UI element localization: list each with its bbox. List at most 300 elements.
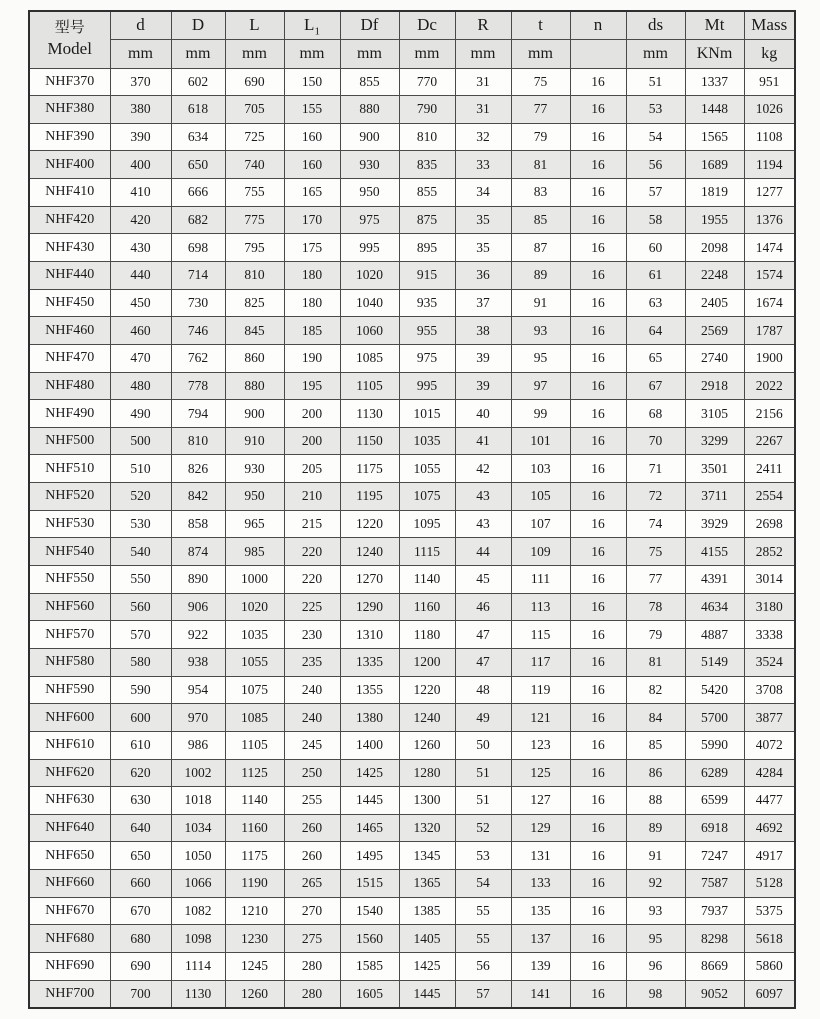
- data-cell: 1114: [171, 953, 225, 981]
- data-cell: 755: [225, 179, 284, 207]
- data-cell: 460: [110, 317, 171, 345]
- table-row: [29, 593, 795, 621]
- data-cell: 770: [399, 68, 455, 96]
- table-row: [29, 400, 795, 428]
- data-cell: 84: [626, 704, 685, 732]
- header-unit-1: mm: [171, 39, 225, 68]
- data-cell: 2248: [685, 261, 744, 289]
- data-cell: 260: [284, 842, 340, 870]
- header-unit-7: mm: [511, 39, 570, 68]
- data-cell: 1194: [744, 151, 795, 179]
- data-cell: 660: [110, 870, 171, 898]
- data-cell: 950: [340, 179, 399, 207]
- data-cell: 275: [284, 925, 340, 953]
- model-cell: NHF370: [29, 68, 110, 96]
- data-cell: 1448: [685, 96, 744, 124]
- data-cell: 47: [455, 621, 511, 649]
- data-cell: 550: [110, 566, 171, 594]
- data-cell: 520: [110, 483, 171, 511]
- data-cell: 141: [511, 980, 570, 1008]
- data-cell: 1125: [225, 759, 284, 787]
- data-cell: 16: [570, 980, 626, 1008]
- data-cell: 1376: [744, 206, 795, 234]
- table-row: [29, 261, 795, 289]
- data-cell: 1474: [744, 234, 795, 262]
- data-cell: 16: [570, 261, 626, 289]
- data-cell: 16: [570, 621, 626, 649]
- data-cell: 195: [284, 372, 340, 400]
- data-cell: 68: [626, 400, 685, 428]
- data-cell: 2918: [685, 372, 744, 400]
- table-row: [29, 68, 795, 96]
- data-cell: 1018: [171, 787, 225, 815]
- data-cell: 970: [171, 704, 225, 732]
- data-cell: 125: [511, 759, 570, 787]
- data-cell: 16: [570, 289, 626, 317]
- data-cell: 1574: [744, 261, 795, 289]
- data-cell: 86: [626, 759, 685, 787]
- data-cell: 4391: [685, 566, 744, 594]
- data-cell: 895: [399, 234, 455, 262]
- data-cell: 510: [110, 455, 171, 483]
- data-cell: 280: [284, 953, 340, 981]
- data-cell: 135: [511, 897, 570, 925]
- data-cell: 54: [455, 870, 511, 898]
- model-cell: NHF670: [29, 897, 110, 925]
- data-cell: 906: [171, 593, 225, 621]
- data-cell: 855: [340, 68, 399, 96]
- data-cell: 975: [340, 206, 399, 234]
- data-cell: 500: [110, 427, 171, 455]
- table-row: [29, 234, 795, 262]
- data-cell: 1020: [225, 593, 284, 621]
- header-col-l: L: [225, 11, 284, 39]
- data-cell: 5860: [744, 953, 795, 981]
- data-cell: 175: [284, 234, 340, 262]
- data-cell: 790: [399, 96, 455, 124]
- table-row: [29, 483, 795, 511]
- spec-table: [28, 10, 796, 1009]
- data-cell: 540: [110, 538, 171, 566]
- data-cell: 79: [626, 621, 685, 649]
- data-cell: 113: [511, 593, 570, 621]
- data-cell: 680: [110, 925, 171, 953]
- header-unit-4: mm: [340, 39, 399, 68]
- data-cell: 1280: [399, 759, 455, 787]
- data-cell: 16: [570, 400, 626, 428]
- data-cell: 200: [284, 400, 340, 428]
- data-cell: 910: [225, 427, 284, 455]
- table-row: [29, 151, 795, 179]
- data-cell: 16: [570, 897, 626, 925]
- data-cell: 16: [570, 427, 626, 455]
- model-cell: NHF510: [29, 455, 110, 483]
- data-cell: 75: [626, 538, 685, 566]
- data-cell: 52: [455, 814, 511, 842]
- data-cell: 2411: [744, 455, 795, 483]
- data-cell: 1160: [399, 593, 455, 621]
- data-cell: 1260: [225, 980, 284, 1008]
- data-cell: 630: [110, 787, 171, 815]
- data-cell: 1310: [340, 621, 399, 649]
- table-row: [29, 676, 795, 704]
- data-cell: 96: [626, 953, 685, 981]
- data-cell: 845: [225, 317, 284, 345]
- data-cell: 490: [110, 400, 171, 428]
- data-cell: 3708: [744, 676, 795, 704]
- data-cell: 995: [399, 372, 455, 400]
- data-cell: 44: [455, 538, 511, 566]
- data-cell: 1565: [685, 123, 744, 151]
- data-cell: 16: [570, 510, 626, 538]
- data-cell: 1195: [340, 483, 399, 511]
- data-cell: 965: [225, 510, 284, 538]
- data-cell: 8298: [685, 925, 744, 953]
- data-cell: 682: [171, 206, 225, 234]
- data-cell: 6918: [685, 814, 744, 842]
- data-cell: 119: [511, 676, 570, 704]
- model-cell: NHF520: [29, 483, 110, 511]
- data-cell: 39: [455, 372, 511, 400]
- data-cell: 1175: [225, 842, 284, 870]
- data-cell: 215: [284, 510, 340, 538]
- data-cell: 746: [171, 317, 225, 345]
- data-cell: 3711: [685, 483, 744, 511]
- data-cell: 5128: [744, 870, 795, 898]
- data-cell: 2098: [685, 234, 744, 262]
- table-row: [29, 455, 795, 483]
- data-cell: 2569: [685, 317, 744, 345]
- data-cell: 16: [570, 372, 626, 400]
- data-cell: 16: [570, 96, 626, 124]
- data-cell: 16: [570, 344, 626, 372]
- data-cell: 82: [626, 676, 685, 704]
- data-cell: 1140: [399, 566, 455, 594]
- data-cell: 1585: [340, 953, 399, 981]
- data-cell: 121: [511, 704, 570, 732]
- data-cell: 1560: [340, 925, 399, 953]
- data-cell: 95: [626, 925, 685, 953]
- data-cell: 5990: [685, 731, 744, 759]
- data-cell: 938: [171, 648, 225, 676]
- data-cell: 270: [284, 897, 340, 925]
- data-cell: 618: [171, 96, 225, 124]
- model-cell: NHF700: [29, 980, 110, 1008]
- data-cell: 1140: [225, 787, 284, 815]
- data-cell: 103: [511, 455, 570, 483]
- data-cell: 16: [570, 648, 626, 676]
- table-body: [29, 68, 795, 1008]
- data-cell: 1425: [399, 953, 455, 981]
- data-cell: 1040: [340, 289, 399, 317]
- data-cell: 7247: [685, 842, 744, 870]
- model-cell: NHF470: [29, 344, 110, 372]
- data-cell: 400: [110, 151, 171, 179]
- data-cell: 98: [626, 980, 685, 1008]
- data-cell: 1445: [340, 787, 399, 815]
- data-cell: 900: [340, 123, 399, 151]
- data-cell: 975: [399, 344, 455, 372]
- data-cell: 36: [455, 261, 511, 289]
- header-unit-6: mm: [455, 39, 511, 68]
- header-col-mt: Mt: [685, 11, 744, 39]
- model-cell: NHF680: [29, 925, 110, 953]
- data-cell: 6599: [685, 787, 744, 815]
- data-cell: 1495: [340, 842, 399, 870]
- model-cell: NHF630: [29, 787, 110, 815]
- data-cell: 650: [110, 842, 171, 870]
- data-cell: 95: [511, 344, 570, 372]
- table-row: [29, 842, 795, 870]
- data-cell: 40: [455, 400, 511, 428]
- data-cell: 1689: [685, 151, 744, 179]
- data-cell: 794: [171, 400, 225, 428]
- data-cell: 160: [284, 151, 340, 179]
- data-cell: 150: [284, 68, 340, 96]
- table-row: [29, 731, 795, 759]
- data-cell: 1050: [171, 842, 225, 870]
- model-cell: NHF560: [29, 593, 110, 621]
- table-row: [29, 317, 795, 345]
- header-unit-row: [29, 39, 795, 68]
- data-cell: 842: [171, 483, 225, 511]
- data-cell: 560: [110, 593, 171, 621]
- data-cell: 88: [626, 787, 685, 815]
- data-cell: 9052: [685, 980, 744, 1008]
- header-col-d: D: [171, 11, 225, 39]
- data-cell: 1337: [685, 68, 744, 96]
- data-cell: 107: [511, 510, 570, 538]
- data-cell: 220: [284, 538, 340, 566]
- header-unit-0: mm: [110, 39, 171, 68]
- data-cell: 280: [284, 980, 340, 1008]
- data-cell: 390: [110, 123, 171, 151]
- data-cell: 50: [455, 731, 511, 759]
- data-cell: 1034: [171, 814, 225, 842]
- data-cell: 6289: [685, 759, 744, 787]
- table-row: [29, 427, 795, 455]
- table-row: [29, 787, 795, 815]
- data-cell: 1900: [744, 344, 795, 372]
- data-cell: 950: [225, 483, 284, 511]
- data-cell: 71: [626, 455, 685, 483]
- model-cell: NHF570: [29, 621, 110, 649]
- data-cell: 1105: [225, 731, 284, 759]
- data-cell: 2156: [744, 400, 795, 428]
- model-cell: NHF420: [29, 206, 110, 234]
- data-cell: 1095: [399, 510, 455, 538]
- data-cell: 1260: [399, 731, 455, 759]
- data-cell: 57: [626, 179, 685, 207]
- data-cell: 31: [455, 96, 511, 124]
- data-cell: 2852: [744, 538, 795, 566]
- table-row: [29, 925, 795, 953]
- header-col-n: n: [570, 11, 626, 39]
- data-cell: 3299: [685, 427, 744, 455]
- data-cell: 1060: [340, 317, 399, 345]
- model-cell: NHF400: [29, 151, 110, 179]
- data-cell: 670: [110, 897, 171, 925]
- model-cell: NHF480: [29, 372, 110, 400]
- model-cell: NHF430: [29, 234, 110, 262]
- data-cell: 16: [570, 704, 626, 732]
- data-cell: 97: [511, 372, 570, 400]
- data-cell: 1130: [171, 980, 225, 1008]
- data-cell: 4477: [744, 787, 795, 815]
- data-cell: 900: [225, 400, 284, 428]
- data-cell: 1220: [399, 676, 455, 704]
- data-cell: 109: [511, 538, 570, 566]
- data-cell: 3524: [744, 648, 795, 676]
- data-cell: 91: [511, 289, 570, 317]
- data-cell: 640: [110, 814, 171, 842]
- data-cell: 1270: [340, 566, 399, 594]
- data-cell: 530: [110, 510, 171, 538]
- data-cell: 1955: [685, 206, 744, 234]
- data-cell: 65: [626, 344, 685, 372]
- data-cell: 37: [455, 289, 511, 317]
- data-cell: 1425: [340, 759, 399, 787]
- data-cell: 53: [455, 842, 511, 870]
- data-cell: 3501: [685, 455, 744, 483]
- data-cell: 75: [511, 68, 570, 96]
- data-cell: 3180: [744, 593, 795, 621]
- data-cell: 56: [455, 953, 511, 981]
- data-cell: 35: [455, 234, 511, 262]
- data-cell: 16: [570, 317, 626, 345]
- model-cell: NHF540: [29, 538, 110, 566]
- data-cell: 1160: [225, 814, 284, 842]
- data-cell: 16: [570, 151, 626, 179]
- data-cell: 165: [284, 179, 340, 207]
- data-cell: 16: [570, 206, 626, 234]
- data-cell: 32: [455, 123, 511, 151]
- data-cell: 57: [455, 980, 511, 1008]
- data-cell: 778: [171, 372, 225, 400]
- data-cell: 38: [455, 317, 511, 345]
- table-row: [29, 870, 795, 898]
- data-cell: 1105: [340, 372, 399, 400]
- model-cell: NHF580: [29, 648, 110, 676]
- data-cell: 127: [511, 787, 570, 815]
- data-cell: 33: [455, 151, 511, 179]
- data-cell: 250: [284, 759, 340, 787]
- data-cell: 5618: [744, 925, 795, 953]
- model-cell: NHF640: [29, 814, 110, 842]
- data-cell: 1210: [225, 897, 284, 925]
- data-cell: 6097: [744, 980, 795, 1008]
- header-model-en: Model: [47, 39, 92, 59]
- data-cell: 260: [284, 814, 340, 842]
- header-col-df: Df: [340, 11, 399, 39]
- data-cell: 810: [399, 123, 455, 151]
- data-cell: 1515: [340, 870, 399, 898]
- data-cell: 89: [626, 814, 685, 842]
- data-cell: 935: [399, 289, 455, 317]
- data-cell: 4155: [685, 538, 744, 566]
- data-cell: 83: [511, 179, 570, 207]
- data-cell: 51: [626, 68, 685, 96]
- table-row: [29, 704, 795, 732]
- data-cell: 666: [171, 179, 225, 207]
- data-cell: 31: [455, 68, 511, 96]
- data-cell: 74: [626, 510, 685, 538]
- data-cell: 48: [455, 676, 511, 704]
- model-cell: NHF410: [29, 179, 110, 207]
- header-col-t: t: [511, 11, 570, 39]
- data-cell: 600: [110, 704, 171, 732]
- data-cell: 8669: [685, 953, 744, 981]
- model-cell: NHF590: [29, 676, 110, 704]
- data-cell: 4917: [744, 842, 795, 870]
- header-unit-9: mm: [626, 39, 685, 68]
- data-cell: 4887: [685, 621, 744, 649]
- data-cell: 951: [744, 68, 795, 96]
- data-cell: 4692: [744, 814, 795, 842]
- data-cell: 255: [284, 787, 340, 815]
- data-cell: 875: [399, 206, 455, 234]
- data-cell: 1055: [399, 455, 455, 483]
- data-cell: 795: [225, 234, 284, 262]
- model-cell: NHF440: [29, 261, 110, 289]
- data-cell: 51: [455, 787, 511, 815]
- data-cell: 1400: [340, 731, 399, 759]
- header-unit-2: mm: [225, 39, 284, 68]
- data-cell: 225: [284, 593, 340, 621]
- data-cell: 93: [626, 897, 685, 925]
- data-cell: 16: [570, 925, 626, 953]
- data-cell: 1405: [399, 925, 455, 953]
- model-cell: NHF650: [29, 842, 110, 870]
- data-cell: 1220: [340, 510, 399, 538]
- data-cell: 41: [455, 427, 511, 455]
- data-cell: 714: [171, 261, 225, 289]
- data-cell: 1445: [399, 980, 455, 1008]
- data-cell: 16: [570, 68, 626, 96]
- header-unit-10: KNm: [685, 39, 744, 68]
- data-cell: 16: [570, 483, 626, 511]
- data-cell: 1075: [225, 676, 284, 704]
- data-cell: 880: [225, 372, 284, 400]
- data-cell: 16: [570, 566, 626, 594]
- data-cell: 240: [284, 676, 340, 704]
- data-cell: 2740: [685, 344, 744, 372]
- model-cell: NHF460: [29, 317, 110, 345]
- data-cell: 58: [626, 206, 685, 234]
- data-cell: 1150: [340, 427, 399, 455]
- table-row: [29, 344, 795, 372]
- table-row: [29, 179, 795, 207]
- data-cell: 111: [511, 566, 570, 594]
- data-cell: 1240: [340, 538, 399, 566]
- table-row: [29, 538, 795, 566]
- data-cell: 1015: [399, 400, 455, 428]
- data-cell: 64: [626, 317, 685, 345]
- data-cell: 16: [570, 455, 626, 483]
- data-cell: 81: [626, 648, 685, 676]
- table-row: [29, 953, 795, 981]
- data-cell: 1385: [399, 897, 455, 925]
- data-cell: 650: [171, 151, 225, 179]
- table-header: [29, 11, 795, 68]
- data-cell: 915: [399, 261, 455, 289]
- data-cell: 123: [511, 731, 570, 759]
- data-cell: 180: [284, 261, 340, 289]
- data-cell: 1365: [399, 870, 455, 898]
- data-cell: 81: [511, 151, 570, 179]
- data-cell: 39: [455, 344, 511, 372]
- data-cell: 430: [110, 234, 171, 262]
